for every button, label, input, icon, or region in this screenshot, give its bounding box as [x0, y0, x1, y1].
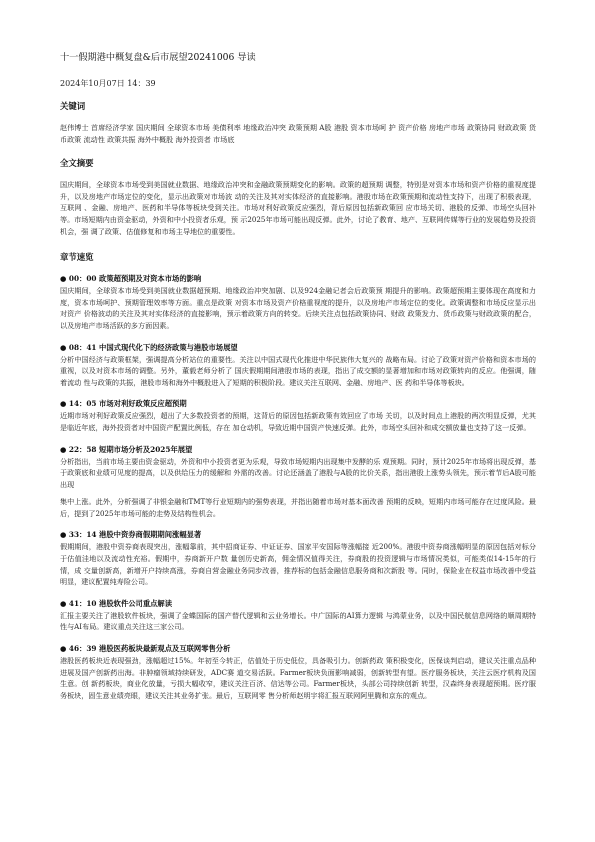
chapter-text: 分析指出，当前市场主要由资金驱动，外资和中小投资者更为乐观，导致市场短期内出现集中发酵的乐 观预期。同时，预计2025年市场将出现反弹，基于政策底和业绩可见度的提高，以及供给压力的缓解和 外需的改善。讨论还涵盖了港股与A股的比价关系，指出港股上涨势头领先，预示着节后A股可能出现 [60, 456, 536, 489]
chapter-text-continued: 集中上涨。此外，分析强调了非银金融和TMT等行业短期内的强势表现，并指出随着市场对基本面改善 预期的反映，短期内市场可能存在过度风险。最后，提到了2025年市场可能的走势及结构性机会。 [60, 497, 536, 518]
chapter-item [60, 529, 536, 587]
chapter-heading[interactable]: ● 41：10 港股软件公司重点解读 [60, 598, 173, 608]
summary-text: 国庆期间，全球资本市场受到美国就业数据、地缘政治冲突和金融政策预期变化的影响。政策的超预期 调整，特别是对资本市场和资产价格的重视度提升，以及房地产市场定位的变化，显示出政策对市场波 动的关注及其对实体经济的直接影响。港股市场在政策预期和流动性支持下，出现了积极表现，互联网 、金融、房地产、医药和半导体等板块受到关注。市场对利好政策反应强烈，背后原因包括新政策回 应市场关切、港股的反弹、市场空头回补等。市场短期内由资金驱动，外资和中小投资者乐观，预 示2025年市场可能出现反弹。此外，讨论了教育、地产、互联网传媒等行业的发展趋势及投资机会，强 调了政策、估值修复和市场主导地位的重要性。 [60, 180, 536, 236]
chapter-item [60, 598, 536, 633]
chapter-heading[interactable]: ● 08：41 中国式现代化下的经济政策与港股市场展望 [60, 342, 238, 352]
chapter-heading[interactable]: ● 22：58 短期市场分析及2025年展望 [60, 444, 193, 454]
document-page [60, 52, 536, 711]
chapter-text: 汇报主要关注了港股软件板块，强调了金蝶国际的国产替代逻辑和云业务增长。中广国际的AI算力逻辑 与鸿蒙业务，以及中国民航信息网络的顺周期特性与AI布局。建议重点关注这三家公司。 [60, 610, 536, 632]
chapter-text: 分析中国经济与政策框架，强调提高分析站位的重要性。关注以中国式现代化推进中华民族伟大复兴的 战略布局。讨论了政策对资产价格和资本市场的重视，以及对资本市场的调整。另外，董毅老师分析了 国庆假期期间港股市场的表现，指出了成交额的显著增加和市场对政策转向的反应。他强调，随着流动 性与政策的共振，港股市场和海外中概股进入了短期的积极阶段。建议关注互联网、金融、房地产、医 药和半导体等板块。 [60, 354, 536, 387]
chapter-heading[interactable]: ● 00：00 政策超预期及对资本市场的影响 [60, 274, 202, 284]
document-datetime: 2024年10月07日 14：39 [60, 79, 156, 88]
chapter-item [60, 273, 536, 331]
chapter-text: 近期市场对利好政策反应强烈，超出了大多数投资者的预期，这背后的原因包括新政策有效回应了市场 关切，以及时间点上港股的两次明显反弹，尤其是临近年底，海外投资者对中国资产配置比例低，存在 加仓动机，导致近期中国资产快速反弹。此外，市场空头回补和成交额放量也支持了这一反弹。 [60, 411, 536, 432]
chapters-heading: 章节速览 [60, 252, 94, 263]
chapter-text: 国庆期间，全球资本市场受到美国就业数据超预期、地缘政治冲突加剧、以及924金融记者会后政策预 期提升的影响。政策超预期主要体现在高度和力度，资本市场呵护、预期管理效率等方面。重点是政策 对资本市场及资产价格重视度的提升，以及房地产市场定位的变化。政策调整和市场反应显示出对资产 价格波动的关注及其对实体经济的直接影响，预示着政策方向的转变。后续关注点包括政策协同、财政 政策发力、货币政策与财政政策的配合，以及房地产市场活跃的多方面因素。 [60, 286, 536, 330]
chapter-text: 假期期间，港股中资券商表现突出，涨幅靠前，其中招商证券、中证证券、国家平安国际等涨幅接 近200%。港股中资券商涨幅明显的原因包括对标分于估值洼地以及流动性充裕。假期中，券商新开户数 量创历史新高，佣金情况值得关注，券商股的投资逻辑与市场情况类似，可能类似14-15年的行情，成 交量创新高，新增开户持续高涨，券商自营金融业务同步改善，推荐标的包括金融信息服务商和次新股 等。同时，保险业在权益市场改善中受益明显，建议配置纯寿险公司。 [60, 542, 536, 587]
summary-heading: 全文摘要 [60, 158, 94, 169]
keywords-heading: 关键词 [60, 101, 86, 111]
chapter-text: 港股医药板块近表现强劲，涨幅超过15%。年初至今转正，估值处于历史低位，具备吸引力。创新药政 策积极变化，医保谈判启动，建议关注重点品种进展及国产创新药出海。非肿瘤领域持续研发，ADC赛 道交易活跃。Farmer板块负面影响减弱，创新转型有望。医疗服务板块，关注云医疗机构及国生意。创 新药板块，商业化放量，亏损大幅收窄，建议关注百济、信达等公司。Farmer板块，头部公司持续创新 转型，汉森终身表现超预期。医疗服务板块，固生意业绩亮眼，建议关注其业务扩张。最后，互联网零 售分析师赵明宇将汇报互联网阿里腾和京东的观点。 [60, 656, 536, 700]
chapter-item [60, 444, 536, 520]
chapter-heading[interactable]: ● 46：39 港股医药板块最新观点及互联网零售分析 [60, 644, 231, 654]
chapter-heading[interactable]: ● 14：05 市场对利好政策反应超预期 [60, 399, 187, 409]
document-title: 十一假期港中概复盘&后市展望20241006 导读 [60, 52, 256, 63]
chapter-item [60, 398, 536, 433]
chapter-heading[interactable]: ● 33：14 港股中资券商假期期间涨幅显著 [60, 530, 202, 540]
chapter-item [60, 342, 536, 389]
keywords-text: 赵伟博士 首席经济学家 国庆期间 全球资本市场 美债利率 地缘政治冲突 政策预期 A股 港股 资本市场呵 护 资产价格 房地产市场 政策协同 财政政策 货币政策 流动性 政策共振 海外中概股 海外投资者 市场底 [60, 123, 536, 144]
chapter-item [60, 643, 536, 701]
